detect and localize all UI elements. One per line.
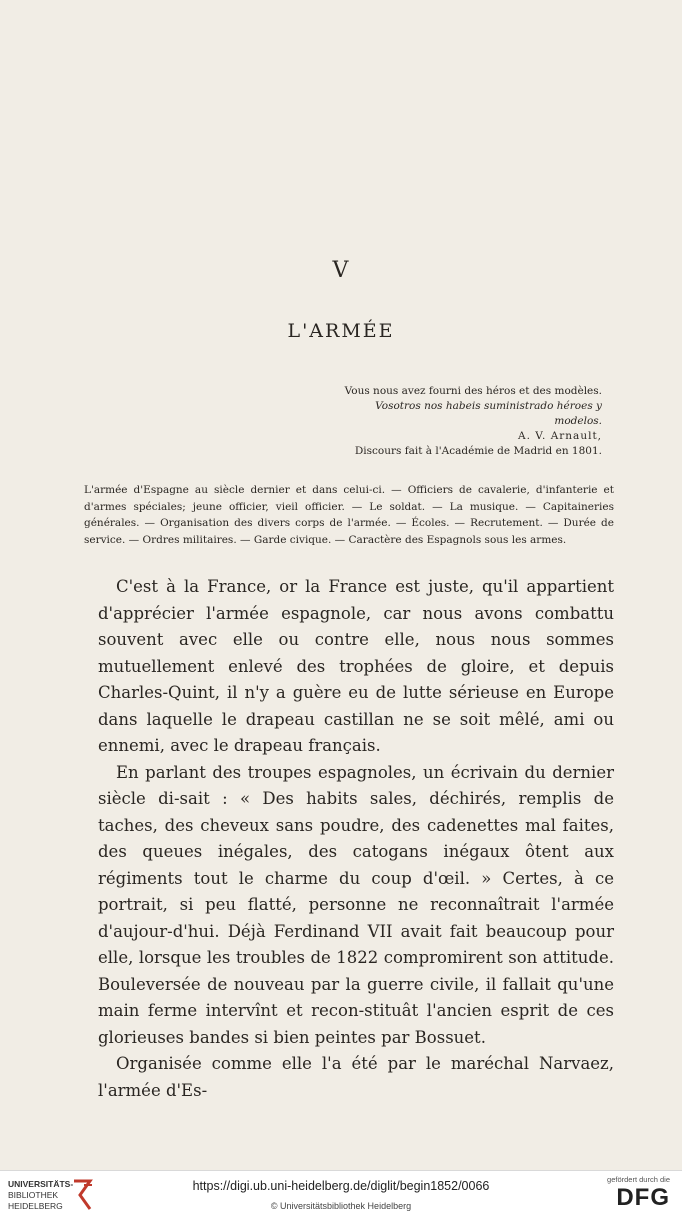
paragraph: C'est à la France, or la France est juste, qu'il appartient d'apprécier l'armée espagnole, car nous avons combattu souvent avec elle ou contre elle, nous nous sommes mutuellement enlevé des trophées de gloire, et depuis Charles-Quint, il n'y a guère eu de lutte sérieuse en Europe dans laquelle le drapeau castillan ne se soit mêlé, ami ou ennemi, avec le drapeau français.	[98, 577, 614, 755]
viewer-footer	[0, 1170, 682, 1220]
copyright-notice: © Universitätsbibliothek Heidelberg	[270, 1201, 412, 1211]
dfg-logo[interactable]	[607, 1175, 670, 1212]
library-name-line3: HEIDELBERG	[8, 1201, 63, 1211]
chapter-title: L'ARMÉE	[287, 320, 395, 342]
body-text	[98, 574, 614, 1104]
chapter-number: V	[332, 258, 350, 283]
epigraph-spanish: Vosotros nos habeis suministrado héroes y modelos.	[375, 400, 602, 427]
epigraph-french: Vous nous avez fourni des héros et des modèles.	[344, 385, 602, 397]
library-name-line2: BIBLIOTHEK	[8, 1190, 59, 1200]
chapter-summary	[84, 482, 614, 548]
paragraph: Organisée comme elle l'a été par le maréchal Narvaez, l'armée d'Es-	[98, 1054, 614, 1100]
epigraph	[330, 384, 602, 459]
summary-text: L'armée d'Espagne au siècle dernier et dans celui-ci. — Officiers de cavalerie, d'infanterie et d'armes spéciales; jeune officier, vieil officier. — Le soldat. — La musique. — Capitaineries générales. — Organisation des divers corps de l'armée. — Écoles. — Recrutement. — Durée de service. — Ordres militaires. — Garde civique. — Caractère des Espagnols sous les armes.	[84, 484, 614, 546]
paragraph: En parlant des troupes espagnoles, un écrivain du dernier siècle di-sait : « Des habits sales, déchirés, remplis de taches, des cheveux sans poudre, des cadenettes mal faites, des queues inégales, des catogans inégaux ôtent aux régiments tout le charme du coup d'œil. » Certes, à ce portrait, si peu flatté, personne ne reconnaîtrait l'armée d'aujour-d'hui. Déjà Ferdinand VII avait fait beaucoup pour elle, lorsque les troubles de 1822 compromirent son attitude. Bouleversée de nouveau par la guerre civile, il fallait qu'une main ferme intervînt et recon-stituât l'ancien esprit de ces glorieuses bandes si bien peintes par Bossuet.	[98, 762, 614, 1047]
epigraph-author: A. V. Arnault,	[518, 430, 602, 442]
epigraph-source: Discours fait à l'Académie de Madrid en 1801.	[354, 445, 602, 457]
dfg-wordmark: DFG	[616, 1184, 670, 1211]
permalink-url[interactable]: https://digi.ub.uni-heidelberg.de/diglit/begin1852/0066	[192, 1179, 490, 1193]
library-name-line1: UNIVERSITÄTS-	[8, 1179, 74, 1189]
funded-by-label: gefördert durch die	[607, 1175, 670, 1184]
